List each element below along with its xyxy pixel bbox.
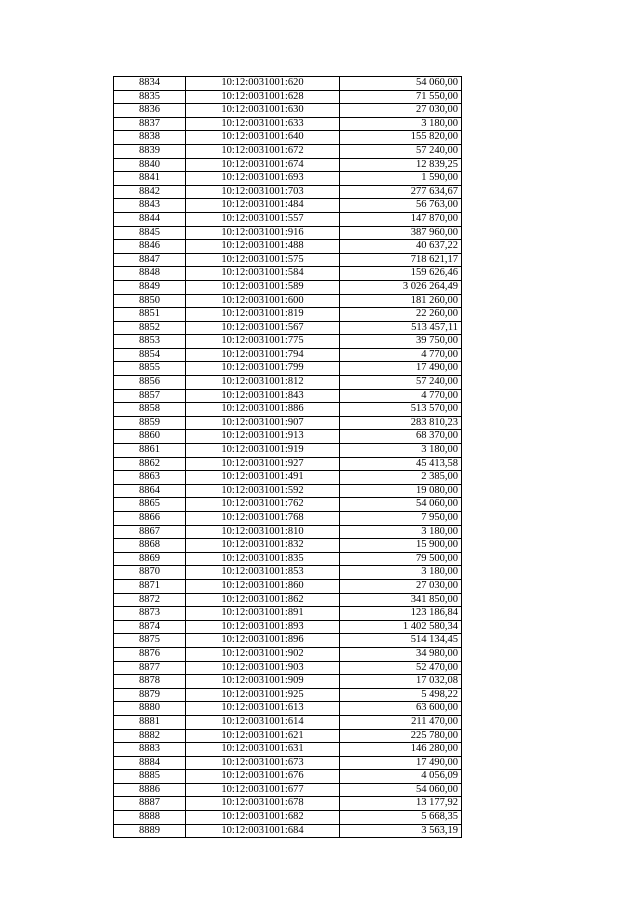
table-row [114, 770, 462, 784]
row-number-cell: 8873 [114, 607, 186, 621]
value-cell: 71 550,00 [340, 90, 462, 104]
row-number-cell: 8842 [114, 185, 186, 199]
table-row [114, 702, 462, 716]
cadastral-number-cell: 10:12:0031001:907 [186, 416, 340, 430]
value-cell: 277 634,67 [340, 185, 462, 199]
cadastral-number-cell: 10:12:0031001:678 [186, 797, 340, 811]
row-number-cell: 8883 [114, 743, 186, 757]
row-number-cell: 8843 [114, 199, 186, 213]
value-cell: 513 570,00 [340, 403, 462, 417]
row-number-cell: 8851 [114, 308, 186, 322]
value-cell: 155 820,00 [340, 131, 462, 145]
cadastral-number-cell: 10:12:0031001:927 [186, 457, 340, 471]
table-row [114, 348, 462, 362]
table-row [114, 321, 462, 335]
row-number-cell: 8879 [114, 688, 186, 702]
cadastral-number-cell: 10:12:0031001:484 [186, 199, 340, 213]
table-row [114, 783, 462, 797]
row-number-cell: 8887 [114, 797, 186, 811]
row-number-cell: 8841 [114, 172, 186, 186]
value-cell: 19 080,00 [340, 484, 462, 498]
value-cell: 5 668,35 [340, 811, 462, 825]
value-cell: 17 490,00 [340, 756, 462, 770]
table-row [114, 77, 462, 91]
row-number-cell: 8889 [114, 824, 186, 838]
cadastral-number-cell: 10:12:0031001:862 [186, 593, 340, 607]
value-cell: 4 770,00 [340, 348, 462, 362]
cadastral-value-table [113, 76, 462, 838]
table-row [114, 675, 462, 689]
row-number-cell: 8860 [114, 430, 186, 444]
value-cell: 283 810,23 [340, 416, 462, 430]
row-number-cell: 8861 [114, 444, 186, 458]
cadastral-number-cell: 10:12:0031001:631 [186, 743, 340, 757]
value-cell: 56 763,00 [340, 199, 462, 213]
table-row [114, 172, 462, 186]
cadastral-number-cell: 10:12:0031001:674 [186, 158, 340, 172]
row-number-cell: 8856 [114, 376, 186, 390]
table-row [114, 824, 462, 838]
cadastral-number-cell: 10:12:0031001:810 [186, 525, 340, 539]
row-number-cell: 8874 [114, 620, 186, 634]
row-number-cell: 8846 [114, 240, 186, 254]
table-row [114, 430, 462, 444]
value-cell: 45 413,58 [340, 457, 462, 471]
value-cell: 39 750,00 [340, 335, 462, 349]
value-cell: 513 457,11 [340, 321, 462, 335]
value-cell: 341 850,00 [340, 593, 462, 607]
row-number-cell: 8838 [114, 131, 186, 145]
value-cell: 211 470,00 [340, 715, 462, 729]
cadastral-number-cell: 10:12:0031001:567 [186, 321, 340, 335]
table-row [114, 335, 462, 349]
value-cell: 718 621,17 [340, 253, 462, 267]
row-number-cell: 8882 [114, 729, 186, 743]
value-cell: 63 600,00 [340, 702, 462, 716]
cadastral-number-cell: 10:12:0031001:913 [186, 430, 340, 444]
table-row [114, 376, 462, 390]
cadastral-number-cell: 10:12:0031001:909 [186, 675, 340, 689]
cadastral-number-cell: 10:12:0031001:903 [186, 661, 340, 675]
value-cell: 27 030,00 [340, 579, 462, 593]
value-cell: 3 563,19 [340, 824, 462, 838]
cadastral-number-cell: 10:12:0031001:819 [186, 308, 340, 322]
table-row [114, 199, 462, 213]
table-row [114, 253, 462, 267]
cadastral-number-cell: 10:12:0031001:584 [186, 267, 340, 281]
value-cell: 40 637,22 [340, 240, 462, 254]
row-number-cell: 8834 [114, 77, 186, 91]
cadastral-number-cell: 10:12:0031001:886 [186, 403, 340, 417]
row-number-cell: 8840 [114, 158, 186, 172]
row-number-cell: 8859 [114, 416, 186, 430]
value-cell: 123 186,84 [340, 607, 462, 621]
value-cell: 4 056,09 [340, 770, 462, 784]
table-row [114, 131, 462, 145]
cadastral-number-cell: 10:12:0031001:853 [186, 566, 340, 580]
cadastral-number-cell: 10:12:0031001:630 [186, 104, 340, 118]
table-row [114, 688, 462, 702]
table-row [114, 634, 462, 648]
value-cell: 225 780,00 [340, 729, 462, 743]
value-cell: 17 032,08 [340, 675, 462, 689]
table-row [114, 715, 462, 729]
value-cell: 3 180,00 [340, 117, 462, 131]
value-cell: 34 980,00 [340, 647, 462, 661]
table-row [114, 756, 462, 770]
row-number-cell: 8853 [114, 335, 186, 349]
row-number-cell: 8854 [114, 348, 186, 362]
row-number-cell: 8855 [114, 362, 186, 376]
cadastral-number-cell: 10:12:0031001:488 [186, 240, 340, 254]
row-number-cell: 8871 [114, 579, 186, 593]
value-cell: 3 026 264,49 [340, 280, 462, 294]
table-row [114, 457, 462, 471]
table-row [114, 512, 462, 526]
table-row [114, 539, 462, 553]
cadastral-number-cell: 10:12:0031001:843 [186, 389, 340, 403]
table-row [114, 362, 462, 376]
value-cell: 54 060,00 [340, 498, 462, 512]
value-cell: 52 470,00 [340, 661, 462, 675]
cadastral-number-cell: 10:12:0031001:677 [186, 783, 340, 797]
cadastral-number-cell: 10:12:0031001:600 [186, 294, 340, 308]
cadastral-number-cell: 10:12:0031001:621 [186, 729, 340, 743]
value-cell: 7 950,00 [340, 512, 462, 526]
row-number-cell: 8872 [114, 593, 186, 607]
cadastral-number-cell: 10:12:0031001:860 [186, 579, 340, 593]
row-number-cell: 8847 [114, 253, 186, 267]
row-number-cell: 8857 [114, 389, 186, 403]
table-row [114, 185, 462, 199]
table-row [114, 117, 462, 131]
cadastral-number-cell: 10:12:0031001:684 [186, 824, 340, 838]
table-row [114, 90, 462, 104]
cadastral-number-cell: 10:12:0031001:775 [186, 335, 340, 349]
row-number-cell: 8845 [114, 226, 186, 240]
cadastral-number-cell: 10:12:0031001:916 [186, 226, 340, 240]
table-row [114, 484, 462, 498]
value-cell: 3 180,00 [340, 444, 462, 458]
row-number-cell: 8858 [114, 403, 186, 417]
table-row [114, 158, 462, 172]
cadastral-number-cell: 10:12:0031001:794 [186, 348, 340, 362]
cadastral-number-cell: 10:12:0031001:640 [186, 131, 340, 145]
table-row [114, 566, 462, 580]
cadastral-number-cell: 10:12:0031001:896 [186, 634, 340, 648]
row-number-cell: 8844 [114, 212, 186, 226]
cadastral-number-cell: 10:12:0031001:672 [186, 144, 340, 158]
cadastral-number-cell: 10:12:0031001:633 [186, 117, 340, 131]
row-number-cell: 8868 [114, 539, 186, 553]
cadastral-number-cell: 10:12:0031001:919 [186, 444, 340, 458]
value-cell: 3 180,00 [340, 566, 462, 580]
value-cell: 13 177,92 [340, 797, 462, 811]
row-number-cell: 8863 [114, 471, 186, 485]
row-number-cell: 8884 [114, 756, 186, 770]
row-number-cell: 8878 [114, 675, 186, 689]
cadastral-number-cell: 10:12:0031001:613 [186, 702, 340, 716]
cadastral-number-cell: 10:12:0031001:768 [186, 512, 340, 526]
value-cell: 1 402 580,34 [340, 620, 462, 634]
table-row [114, 280, 462, 294]
cadastral-number-cell: 10:12:0031001:693 [186, 172, 340, 186]
value-cell: 159 626,46 [340, 267, 462, 281]
value-cell: 5 498,22 [340, 688, 462, 702]
table-row [114, 552, 462, 566]
table-row [114, 226, 462, 240]
cadastral-number-cell: 10:12:0031001:762 [186, 498, 340, 512]
cadastral-number-cell: 10:12:0031001:703 [186, 185, 340, 199]
cadastral-number-cell: 10:12:0031001:812 [186, 376, 340, 390]
table-row [114, 797, 462, 811]
table-row [114, 579, 462, 593]
table-row [114, 811, 462, 825]
value-cell: 4 770,00 [340, 389, 462, 403]
cadastral-number-cell: 10:12:0031001:575 [186, 253, 340, 267]
row-number-cell: 8877 [114, 661, 186, 675]
cadastral-number-cell: 10:12:0031001:620 [186, 77, 340, 91]
table-row [114, 144, 462, 158]
row-number-cell: 8862 [114, 457, 186, 471]
row-number-cell: 8866 [114, 512, 186, 526]
value-cell: 1 590,00 [340, 172, 462, 186]
table-row [114, 294, 462, 308]
row-number-cell: 8880 [114, 702, 186, 716]
cadastral-number-cell: 10:12:0031001:673 [186, 756, 340, 770]
value-cell: 146 280,00 [340, 743, 462, 757]
table-row [114, 308, 462, 322]
table-row [114, 212, 462, 226]
value-cell: 514 134,45 [340, 634, 462, 648]
row-number-cell: 8865 [114, 498, 186, 512]
table-row [114, 743, 462, 757]
table-row [114, 661, 462, 675]
table-row [114, 525, 462, 539]
row-number-cell: 8875 [114, 634, 186, 648]
value-cell: 54 060,00 [340, 77, 462, 91]
table-row [114, 389, 462, 403]
cadastral-number-cell: 10:12:0031001:557 [186, 212, 340, 226]
cadastral-number-cell: 10:12:0031001:592 [186, 484, 340, 498]
row-number-cell: 8836 [114, 104, 186, 118]
table-row [114, 240, 462, 254]
table-body [114, 77, 462, 838]
table-row [114, 593, 462, 607]
row-number-cell: 8888 [114, 811, 186, 825]
value-cell: 15 900,00 [340, 539, 462, 553]
cadastral-number-cell: 10:12:0031001:614 [186, 715, 340, 729]
value-cell: 147 870,00 [340, 212, 462, 226]
cadastral-number-cell: 10:12:0031001:835 [186, 552, 340, 566]
value-cell: 181 260,00 [340, 294, 462, 308]
cadastral-number-cell: 10:12:0031001:682 [186, 811, 340, 825]
cadastral-number-cell: 10:12:0031001:676 [186, 770, 340, 784]
cadastral-number-cell: 10:12:0031001:799 [186, 362, 340, 376]
row-number-cell: 8850 [114, 294, 186, 308]
cadastral-number-cell: 10:12:0031001:902 [186, 647, 340, 661]
row-number-cell: 8876 [114, 647, 186, 661]
table-row [114, 104, 462, 118]
row-number-cell: 8864 [114, 484, 186, 498]
row-number-cell: 8870 [114, 566, 186, 580]
table-row [114, 498, 462, 512]
value-cell: 3 180,00 [340, 525, 462, 539]
row-number-cell: 8867 [114, 525, 186, 539]
table-row [114, 647, 462, 661]
table-row [114, 444, 462, 458]
value-cell: 387 960,00 [340, 226, 462, 240]
row-number-cell: 8885 [114, 770, 186, 784]
table-row [114, 729, 462, 743]
table-row [114, 620, 462, 634]
row-number-cell: 8837 [114, 117, 186, 131]
row-number-cell: 8881 [114, 715, 186, 729]
cadastral-number-cell: 10:12:0031001:491 [186, 471, 340, 485]
value-cell: 22 260,00 [340, 308, 462, 322]
cadastral-number-cell: 10:12:0031001:832 [186, 539, 340, 553]
value-cell: 17 490,00 [340, 362, 462, 376]
table-row [114, 471, 462, 485]
row-number-cell: 8869 [114, 552, 186, 566]
cadastral-number-cell: 10:12:0031001:893 [186, 620, 340, 634]
value-cell: 27 030,00 [340, 104, 462, 118]
value-cell: 68 370,00 [340, 430, 462, 444]
value-cell: 12 839,25 [340, 158, 462, 172]
cadastral-number-cell: 10:12:0031001:891 [186, 607, 340, 621]
row-number-cell: 8886 [114, 783, 186, 797]
row-number-cell: 8835 [114, 90, 186, 104]
row-number-cell: 8852 [114, 321, 186, 335]
cadastral-number-cell: 10:12:0031001:589 [186, 280, 340, 294]
table-row [114, 416, 462, 430]
row-number-cell: 8849 [114, 280, 186, 294]
cadastral-number-cell: 10:12:0031001:925 [186, 688, 340, 702]
cadastral-number-cell: 10:12:0031001:628 [186, 90, 340, 104]
value-cell: 54 060,00 [340, 783, 462, 797]
table-row [114, 403, 462, 417]
row-number-cell: 8848 [114, 267, 186, 281]
value-cell: 57 240,00 [340, 376, 462, 390]
value-cell: 79 500,00 [340, 552, 462, 566]
value-cell: 2 385,00 [340, 471, 462, 485]
row-number-cell: 8839 [114, 144, 186, 158]
table-row [114, 607, 462, 621]
table-row [114, 267, 462, 281]
value-cell: 57 240,00 [340, 144, 462, 158]
